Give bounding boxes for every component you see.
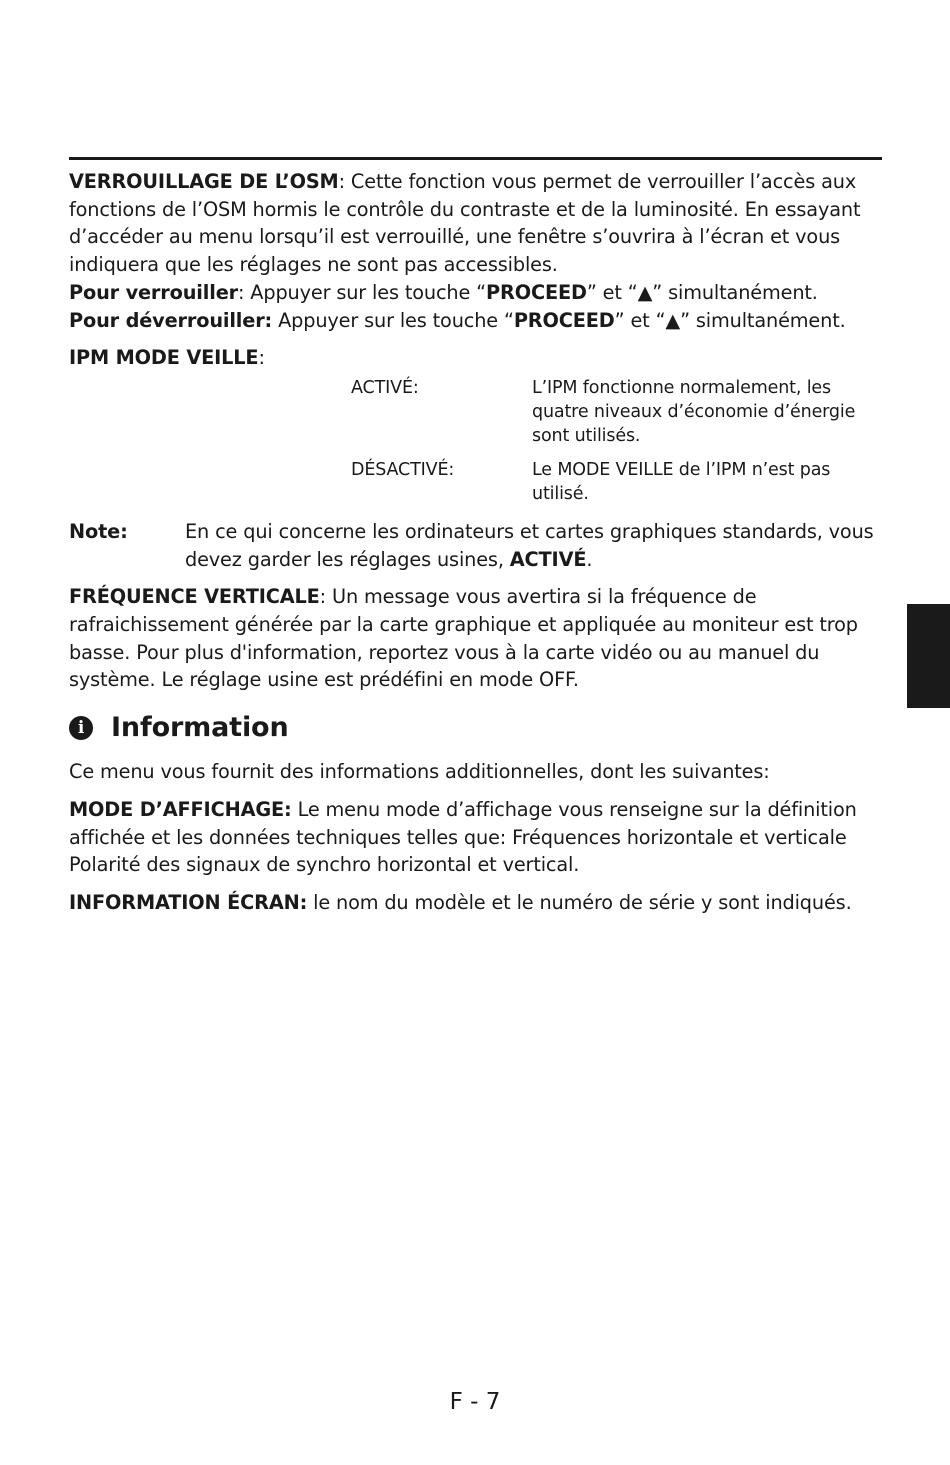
ipm-row-active [69, 376, 881, 448]
screen-info-text: le nom du modèle et le numéro de série y sont indiqués. [307, 890, 852, 914]
page-content [69, 168, 881, 917]
note-block [69, 518, 881, 573]
screen-info-title: INFORMATION ÉCRAN: [69, 890, 308, 914]
osm-lock-paragraph [69, 168, 881, 279]
information-heading [69, 708, 881, 748]
ipm-desc-active: L’IPM fonctionne normalement, les quatre niveaux d’économie d’énergie sont utilisés. [532, 377, 856, 446]
display-mode-title: MODE D’AFFICHAGE: [69, 797, 292, 821]
note-end: . [586, 547, 593, 571]
lock-text-1: : Appuyer sur les touche “ [237, 280, 487, 304]
note-label: Note: [69, 519, 128, 543]
ipm-term-active: ACTIVÉ: [351, 377, 419, 398]
ipm-row-inactive [69, 458, 881, 506]
lock-label: Pour verrouiller [69, 280, 238, 304]
display-mode-paragraph [69, 796, 881, 879]
osm-lock-title: VERROUILLAGE DE L’OSM [69, 170, 339, 193]
unlock-text-2: ” et “▲” simultanément. [614, 308, 846, 332]
lock-text-2: ” et “▲” simultanément. [586, 280, 818, 304]
ipm-title-line [69, 344, 881, 372]
osm-lock-text: : Cette fonction vous permet de verrouiller l’accès aux fonctions de l’OSM hormis le contrôle du contraste et de la luminosité. En essayant d’accéder au menu lorsqu’il est verrouillé, une fenêtre s’ouvrira à l’écran et vous indiquera que les réglages ne sont pas accessibles. [69, 170, 861, 277]
unlock-proceed: PROCEED [513, 308, 615, 332]
screen-info-paragraph [69, 889, 881, 917]
ipm-colon: : [258, 346, 265, 370]
display-mode-text: Le menu mode d’affichage vous renseigne sur la définition affichée et les données techniques telles que: Fréquences horizontale et verticale Polarité des signaux de synchro horizontal et vertical. [69, 797, 857, 877]
note-text [185, 518, 881, 573]
note-bold: ACTIVÉ [509, 547, 587, 571]
ipm-title: IPM MODE VEILLE [69, 346, 259, 370]
vertical-frequency-title: FRÉQUENCE VERTICALE [69, 585, 320, 609]
lock-instruction [69, 279, 881, 307]
information-intro: Ce menu vous fournit des informations additionnelles, dont les suivantes: [69, 760, 770, 784]
information-heading-text: Information [111, 712, 289, 744]
vertical-frequency-text: : Un message vous avertira si la fréquence de rafraichissement générée par la carte graphique et appliquée au moniteur est trop basse. Pour plus d'information, reportez vous à la carte vidéo ou au manuel du système. Le réglage usine est prédéfini en mode OFF. [69, 585, 858, 692]
top-rule [69, 157, 882, 160]
unlock-label: Pour déverrouiller: [69, 308, 273, 332]
section-tab-marker [907, 604, 950, 708]
vertical-frequency-paragraph [69, 583, 881, 694]
ipm-term-inactive: DÉSACTIVÉ: [351, 459, 455, 480]
info-icon: i [69, 716, 93, 740]
unlock-instruction [69, 307, 881, 335]
note-body: En ce qui concerne les ordinateurs et cartes graphiques standards, vous devez garder les réglages usines, [185, 519, 874, 571]
ipm-definition-table [69, 376, 881, 506]
lock-proceed: PROCEED [486, 280, 587, 304]
unlock-text-1: Appuyer sur les touche “ [272, 308, 514, 332]
page-number: F - 7 [449, 1389, 501, 1415]
ipm-desc-inactive: Le MODE VEILLE de l’IPM n’est pas utilisé. [532, 459, 831, 504]
